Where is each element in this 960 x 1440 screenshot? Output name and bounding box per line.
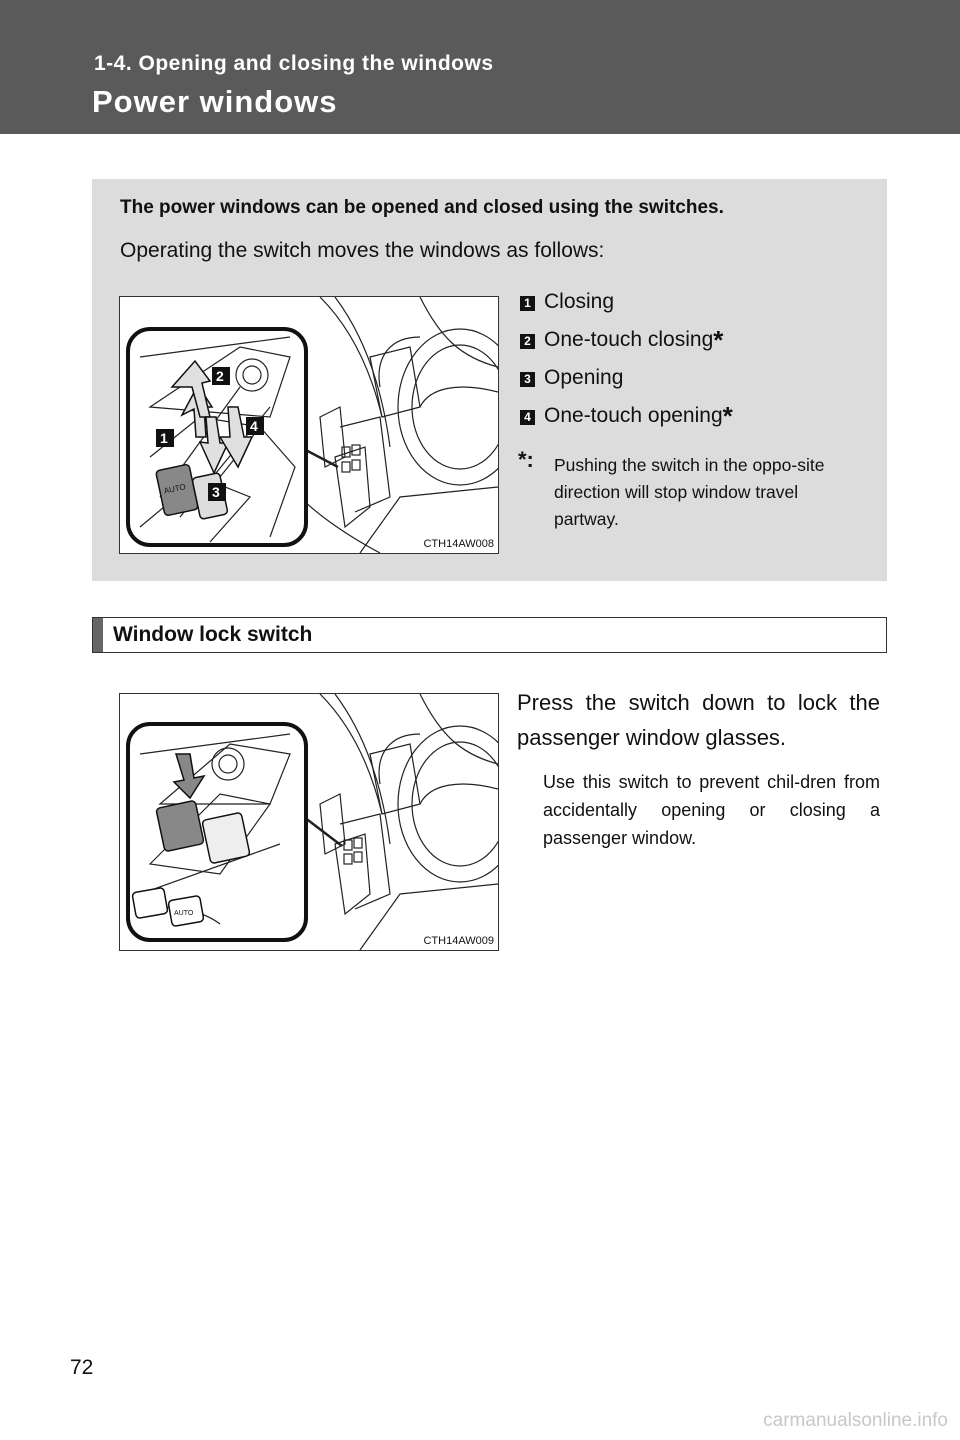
window-lock-illustration [120,694,498,950]
page-header [0,0,960,134]
window-lock-heading [92,617,887,653]
lock-sub-text: Use this switch to prevent chil-dren from accidentally opening or closing a passenger window. [543,772,880,848]
step-label: Closing [544,290,615,313]
page-number: 72 [70,1356,94,1379]
callout-1: 1 [160,430,168,446]
note-mark: *: [518,447,534,472]
step-opening [520,366,623,390]
step-number: 3 [520,372,535,387]
step-number: 1 [520,296,535,311]
intro-bold-text: The power windows can be opened and closed using the switches. [120,197,724,218]
section-label: 1-4. Opening and closing the windows [94,52,494,75]
step-label: Opening [544,366,624,389]
step-one-touch-opening: 4 One-touch opening * [520,404,733,428]
step-label: One-touch closing [544,328,714,351]
callout-4: 4 [250,418,258,434]
figure-code: CTH14AW008 [423,538,494,550]
step-number: 4 [520,410,535,425]
auto-label: AUTO [174,910,194,917]
heading-bar [93,618,103,652]
footer-watermark: carmanualsonline.info [763,1410,948,1431]
window-switch-illustration [120,297,498,553]
lock-main-text: Press the switch down to lock the passenger window glasses. [517,690,880,750]
step-number: 2 [520,334,535,349]
step-closing [520,290,614,314]
step-one-touch-closing: 2 One-touch closing * [520,328,723,352]
step-label: One-touch opening [544,404,723,427]
callout-2: 2 [216,368,224,384]
callout-3: 3 [212,484,220,500]
intro-text: Operating the switch moves the windows as follows: [120,239,605,262]
window-lock-figure [119,693,499,951]
heading-text: Window lock switch [113,623,313,646]
auto-label: AUTO [163,482,187,496]
figure-code: CTH14AW009 [423,935,494,947]
note-text: Pushing the switch in the oppo-site direction will stop window travel partway. [554,455,825,529]
window-switch-figure [119,296,499,554]
page-title: Power windows [92,84,338,119]
